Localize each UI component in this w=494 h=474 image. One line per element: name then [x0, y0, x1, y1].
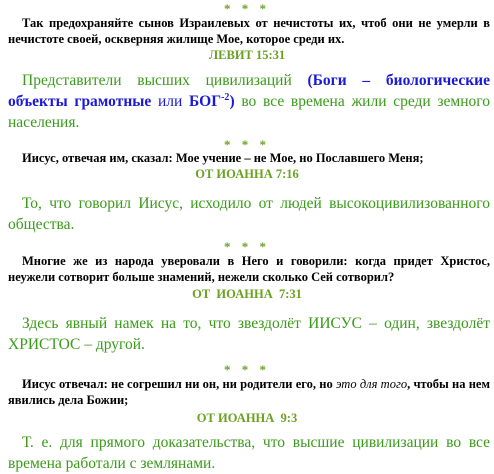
section-divider-stars: * * *: [224, 1, 270, 16]
commentary-text-end: во все времена жили среди земного населения.: [8, 93, 491, 131]
section-divider-stars: * * *: [224, 239, 270, 254]
commentary-paragraph: То, что говорил Иисус, исходило от людей высокоцивилизованного общества.: [8, 195, 490, 233]
commentary-paragraph: Здесь явный намек на то, что звездолёт ИИСУС – один, звездолёт ХРИСТОС – другой.: [8, 315, 490, 353]
scripture-reference: ОТ ИОАННА 7:31: [192, 287, 302, 301]
scripture-reference: ОТ ИОАННА 9:3: [196, 411, 298, 425]
commentary-paragraph: [8, 70, 490, 133]
commentary-highlight: (Боги – биологические объекты грамотные: [8, 72, 490, 110]
section-divider-stars: * * *: [224, 137, 270, 152]
scripture-quote: [8, 376, 490, 408]
commentary-highlight-or: или: [151, 93, 190, 110]
section-divider-stars: * * *: [224, 362, 270, 377]
scripture-reference: ЛЕВИТ 15:31: [208, 48, 286, 62]
commentary-paragraph: Т. е. для прямого доказательства, что высшие цивилизации во все времена работали с землянами.: [8, 434, 490, 472]
scripture-quote: Иисус, отвечая им, сказал: Мое учение – не Мое, но Пославшего Меня;: [22, 151, 424, 165]
commentary-highlight-bog: БОГ: [189, 93, 222, 110]
scripture-quote: Многие же из народа уверовали в Него и говорили: когда придет Христос, неужели сотворит больше знамений, нежели сколько Сей сотворил?: [8, 254, 490, 284]
scripture-reference: ОТ ИОАННА 7:16: [195, 167, 299, 181]
quote-text-end: , чтобы на нем явились дела Божии;: [8, 377, 490, 407]
quote-text: Иисус отвечал: не согрешил ни он, ни родители его, но: [22, 377, 336, 391]
scripture-quote: Так предохраняйте сынов Израилевых от нечистоты их, чтоб они не умерли в нечистоте своей, оскверняя жилище Мое, которое среди их.: [8, 16, 490, 46]
commentary-text: Представители высших цивилизаций: [22, 72, 308, 89]
commentary-highlight-close: ): [229, 93, 235, 110]
quote-italic-text: это для того: [335, 377, 408, 391]
commentary-superscript: -2: [221, 91, 230, 103]
